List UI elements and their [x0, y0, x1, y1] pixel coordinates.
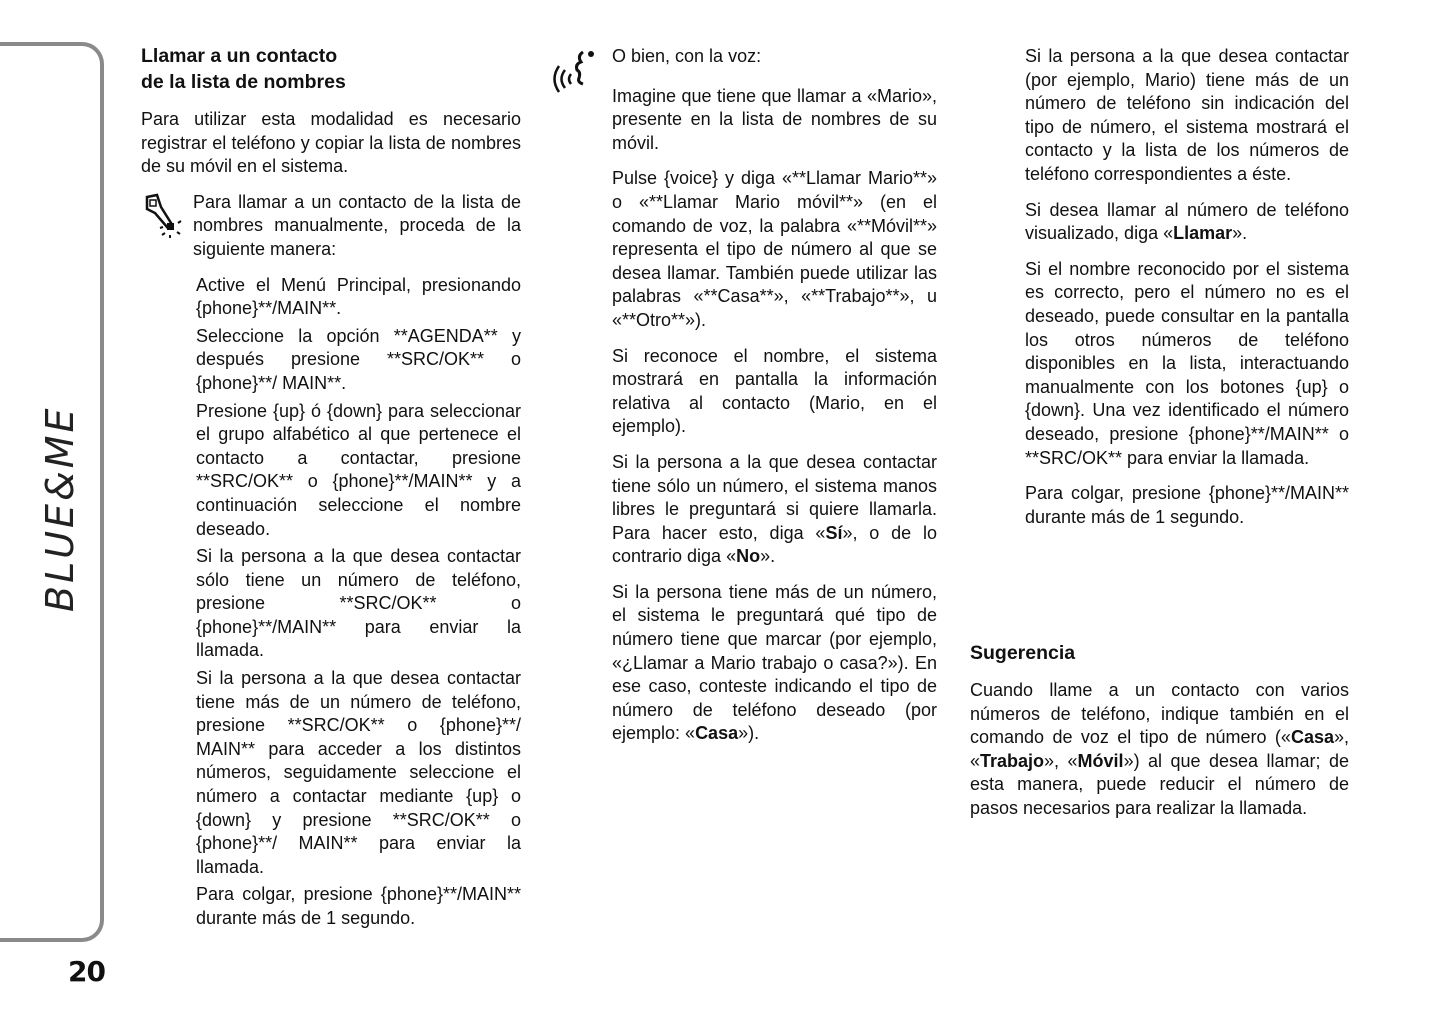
text: Si desea llamar al número de teléfono visualizado, diga « [1025, 199, 1349, 244]
paragraph [193, 191, 521, 262]
step: Si la persona a la que desea contactar sólo tiene un número de teléfono, presione **SRC/OK** o {phone}**/MAIN** para enviar la llamada. [196, 546, 521, 661]
bold-text: Sí [825, 522, 843, 543]
bold-text: Trabajo [980, 750, 1045, 771]
paragraph [612, 45, 937, 69]
paragraph [141, 108, 521, 179]
text: », « [1044, 750, 1078, 771]
paragraph [612, 345, 937, 439]
paragraph [612, 581, 937, 746]
step: Si la persona a la que desea contactar tiene más de un número de teléfono, presione **SRC/OK** o {phone}**/ MAIN** para acceder a los distintos números, seguidamente seleccione el número a contactar mediante {up} o {down} y presione **SRC/OK** o {phone}**/ MAIN** para enviar la llamada. [196, 668, 521, 877]
tip-section [970, 640, 1349, 833]
tip-paragraph [970, 679, 1349, 821]
paragraph: Si el nombre reconocido por el sistema es correcto, pero el número no es el deseado, puede consultar en la pantalla los otros números de teléfono disponibles en la lista, interactuando manualmente con los botones {up} o {down}. Una vez identificado el número deseado, presione {phone}**/MAIN** o **SRC/OK** para enviar la llamada. [1025, 258, 1349, 468]
bold-text: Casa [1290, 727, 1334, 748]
paragraph: Para colgar, presione {phone}**/MAIN** durante más de 1 segundo. [1025, 483, 1349, 527]
paragraph [1025, 45, 1349, 187]
manual-note [141, 191, 521, 262]
text: Si la persona tiene más de un número, el sistema le preguntará qué tipo de número tiene que marcar (por ejemplo, «¿Llamar a Mario trabajo o casa?»). En ese caso, conteste indicando el tipo de número de teléfono deseado (por ejemplo: « [612, 581, 937, 744]
text: Para utilizar esta modalidad es necesario registrar el teléfono y copiar la lista de nombres de su móvil en el sistema. [141, 109, 521, 177]
step: Para colgar, presione {phone}**/MAIN** durante más de 1 segundo. [196, 884, 521, 928]
text: Imagine que tiene que llamar a «Mario», presente en la lista de nombres de su móvil. [612, 85, 937, 153]
text: Si la persona a la que desea contactar tiene sólo un número, el sistema manos libres le preguntará si quiere llamarla. Para hacer esto, diga « [612, 451, 937, 543]
step: Seleccione la opción **AGENDA** y después presione **SRC/OK** o {phone}**/ MAIN**. [196, 325, 521, 393]
text: », « [970, 727, 1349, 771]
text: ». [760, 546, 776, 567]
text: ». [1232, 223, 1248, 244]
bold-text: Llamar [1173, 223, 1233, 244]
text: Cuando llame a un contacto con varios números de teléfono, indique también en el comando de voz el tipo de número (« [970, 680, 1349, 748]
paragraph [612, 85, 937, 156]
paragraph [612, 451, 937, 569]
section-heading [141, 43, 521, 95]
column-3 [1025, 45, 1349, 541]
text: Si reconoce el nombre, el sistema mostrará en pantalla la información relativa al contacto (Mario, en el ejemplo). [612, 345, 937, 437]
heading-line: de la lista de nombres [141, 71, 346, 93]
bold-text: Casa [695, 723, 739, 744]
column-1 [141, 43, 521, 943]
paragraph [1025, 199, 1349, 246]
text: O bien, con la voz: [612, 46, 762, 66]
text: ») al que desea llamar; de esta manera, puede reducir el número de pasos necesarios para realizar la llamada. [970, 750, 1350, 818]
step: Presione {up} ó {down} para seleccionar el grupo alfabético al que pertenece el contacto a contactar, presione **SRC/OK** o {phone}**/MAIN** y a continuación seleccione el nombre deseado. [196, 400, 521, 539]
text: Para llamar a un contacto de la lista de nombres manualmente, proceda de la siguiente manera: [193, 191, 521, 259]
brand-logo: BLUE&ME [38, 405, 82, 612]
bold-text: Móvil [1077, 750, 1124, 771]
text: », o de lo contrario diga « [612, 522, 937, 567]
heading-line: Llamar a un contacto [141, 45, 338, 67]
paragraph: Pulse {voice} y diga «**Llamar Mario**» o «**Llamar Mario móvil**» (en el comando de voz, la palabra «**Móvil**» representa el tipo de número al que se desea llamar. También puede utilizar las palabras «**Casa**», «**Trabajo**», u «**Otro**»). [612, 168, 937, 330]
voice-command-icon [553, 48, 599, 96]
hand-pressing-button-icon [141, 193, 187, 239]
bold-text: No [736, 546, 761, 567]
page-number: 20 [68, 955, 105, 988]
column-2 [612, 45, 937, 758]
step: Active el Menú Principal, presionando {phone}**/MAIN**. [196, 274, 521, 319]
text: Si la persona a la que desea contactar (por ejemplo, Mario) tiene más de un número de teléfono sin indicación del tipo de número, el sistema mostrará el contacto y la lista de los números de teléfono correspondientes a éste. [1025, 46, 1349, 184]
text: »). [738, 723, 760, 744]
tip-heading: Sugerencia [970, 642, 1076, 664]
